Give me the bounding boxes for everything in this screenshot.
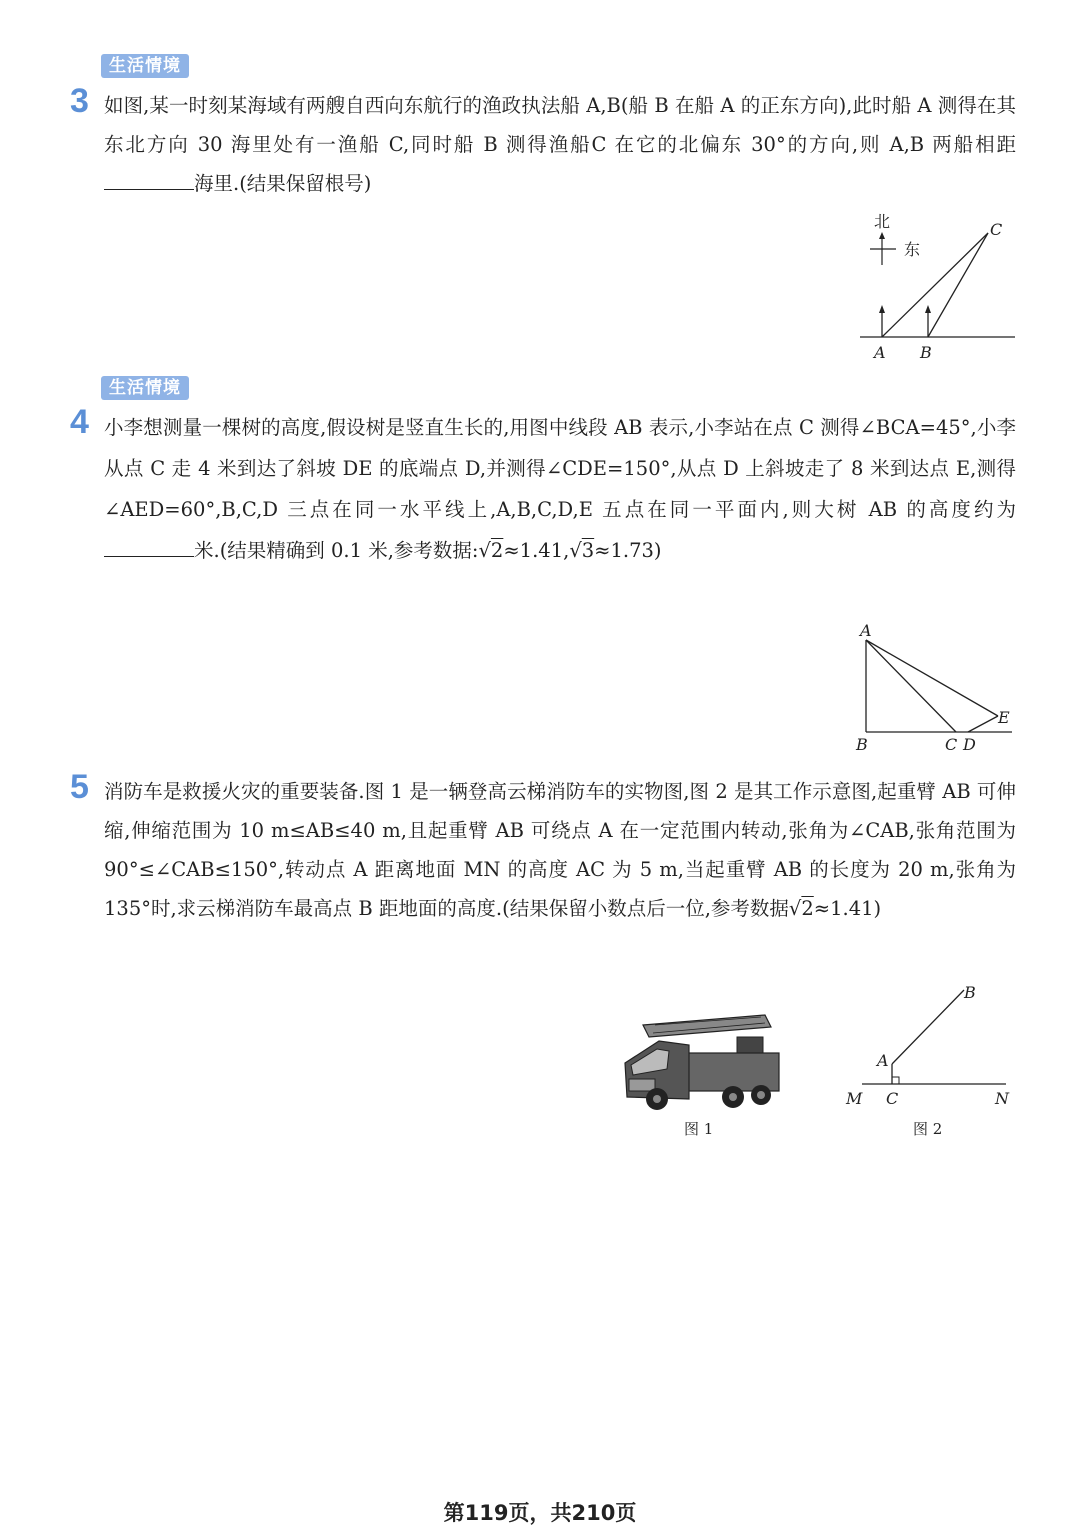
problem-text-part: ≈1.41,	[503, 539, 570, 562]
figure-tree	[850, 618, 1020, 758]
point-c-label: C	[886, 1089, 899, 1108]
problem-text: 小李想测量一棵树的高度,假设树是竖直生长的,用图中线段 AB 表示,小李站在点 C 测得∠BCA=45°,小李从点 C 走 4 米到达了斜坡 DE 的底端点 D,并测得∠CDE=150°,从点 D 上斜坡走了 8 米到达点 E,测得∠AED=60°,B,C,D 三点在同一水平线上,A,B,C,D,E 五点在同一平面内,则大树 AB 的高度约为米.(结果精确到 0.1 米,参考数据:√2≈1.41,√3≈1.73)	[104, 416, 1016, 562]
ladder	[643, 1015, 771, 1037]
point-b-label: B	[920, 343, 932, 362]
point-c-label: C	[945, 735, 958, 754]
compass-arrow	[879, 232, 885, 239]
section-tag: 生活情境	[101, 376, 189, 400]
sqrt-radicand: 2	[801, 897, 814, 920]
problem-text-part: 海里.(结果保留根号)	[194, 172, 372, 195]
answer-blank[interactable]	[104, 537, 194, 558]
point-b-label: B	[856, 735, 868, 754]
arrow-head-a	[879, 305, 885, 313]
problem-text: 消防车是救援火灾的重要装备.图 1 是一辆登高云梯消防车的实物图,图 2 是其工作示意图,起重臂 AB 可伸缩,伸缩范围为 10 m≤AB≤40 m,且起重臂 AB 可绕点 A 在一定范围内转动,张角为∠CAB,张角范围为 90°≤∠CAB≤150°,转动点 A 距离地面 MN 的高度 AC 为 5 m,当起重臂 AB 的长度为 20 m,张角为 135°时,求云梯消防车最高点 B 距地面的高度.(结果保留小数点后一位,参考数据√2≈1.41)	[104, 780, 1016, 920]
problem-number: 5	[70, 768, 89, 806]
figure-ships	[860, 205, 1020, 365]
point-b-label: B	[964, 983, 976, 1002]
figure-fire-truck-photo	[615, 1005, 785, 1115]
point-a-label: A	[877, 1051, 889, 1070]
sqrt-radicand: 3	[581, 539, 595, 562]
figure-ladder-diagram	[840, 978, 1020, 1118]
figure-caption: 图 1	[684, 1120, 714, 1138]
point-e-label: E	[998, 708, 1010, 727]
east-label: 东	[904, 240, 921, 259]
answer-blank[interactable]	[104, 170, 194, 191]
problem-text-part: 消防车是救援火灾的重要装备.图 1 是一辆登高云梯消防车的实物图,图 2 是其工作示意图,起重臂 AB 可伸缩,伸缩范围为 10 m≤AB≤40 m,且起重臂 AB 可绕点 A 在一定范围内转动,张角为∠CAB,张角范围为 90°≤∠CAB≤150°,转动点 A 距离地面 MN 的高度 AC 为 5 m,当起重臂 AB 的长度为 20 m,张角为 135°时,求云梯消防车最高点 B 距地面的高度.(结果保留小数点后一位,参考数据	[104, 780, 1016, 920]
line-bc	[928, 233, 988, 337]
sqrt-radicand: 2	[490, 539, 504, 562]
point-a-label: A	[874, 343, 886, 362]
line-ac	[866, 640, 956, 732]
section-tag: 生活情境	[101, 54, 189, 78]
figure-caption: 图 2	[913, 1120, 943, 1138]
north-label: 北	[874, 212, 891, 231]
point-n-label: N	[995, 1089, 1009, 1108]
grille	[629, 1079, 655, 1091]
problem-text-part: ≈1.73)	[594, 539, 662, 562]
line-ae	[866, 640, 998, 716]
problem-number: 4	[70, 403, 89, 441]
page-footer: 第119页，共210页	[443, 1501, 637, 1525]
arrow-head-b	[925, 305, 931, 313]
problem-text-part: ≈1.41)	[813, 897, 882, 920]
slope-de	[968, 716, 998, 732]
boom-ab	[892, 990, 964, 1064]
point-d-label: D	[963, 735, 976, 754]
line-ac	[882, 233, 988, 337]
problem-text-part: 如图,某一时刻某海域有两艘自西向东航行的渔政执法船 A,B(船 B 在船 A 的正东方向),此时船 A 测得在其东北方向 30 海里处有一渔船 C,同时船 B 测得渔船C 在它的北偏东 30°的方向,则 A,B 两船相距	[104, 94, 1016, 156]
point-c-label: C	[990, 220, 1003, 239]
right-angle-mark	[892, 1077, 899, 1084]
point-m-label: M	[846, 1089, 863, 1108]
problem-number: 3	[70, 82, 89, 120]
problem-text	[104, 86, 1016, 203]
problem-text-part: 小李想测量一棵树的高度,假设树是竖直生长的,用图中线段 AB 表示,小李站在点 C 测得∠BCA=45°,小李从点 C 走 4 米到达了斜坡 DE 的底端点 D,并测得∠CDE=150°,从点 D 上斜坡走了 8 米到达点 E,测得∠AED=60°,B,C,D 三点在同一水平线上,A,B,C,D,E 五点在同一平面内,则大树 AB 的高度约为	[104, 416, 1016, 521]
problem-text-part: 米.(结果精确到 0.1 米,参考数据:	[194, 539, 479, 562]
point-a-label: A	[860, 621, 872, 640]
